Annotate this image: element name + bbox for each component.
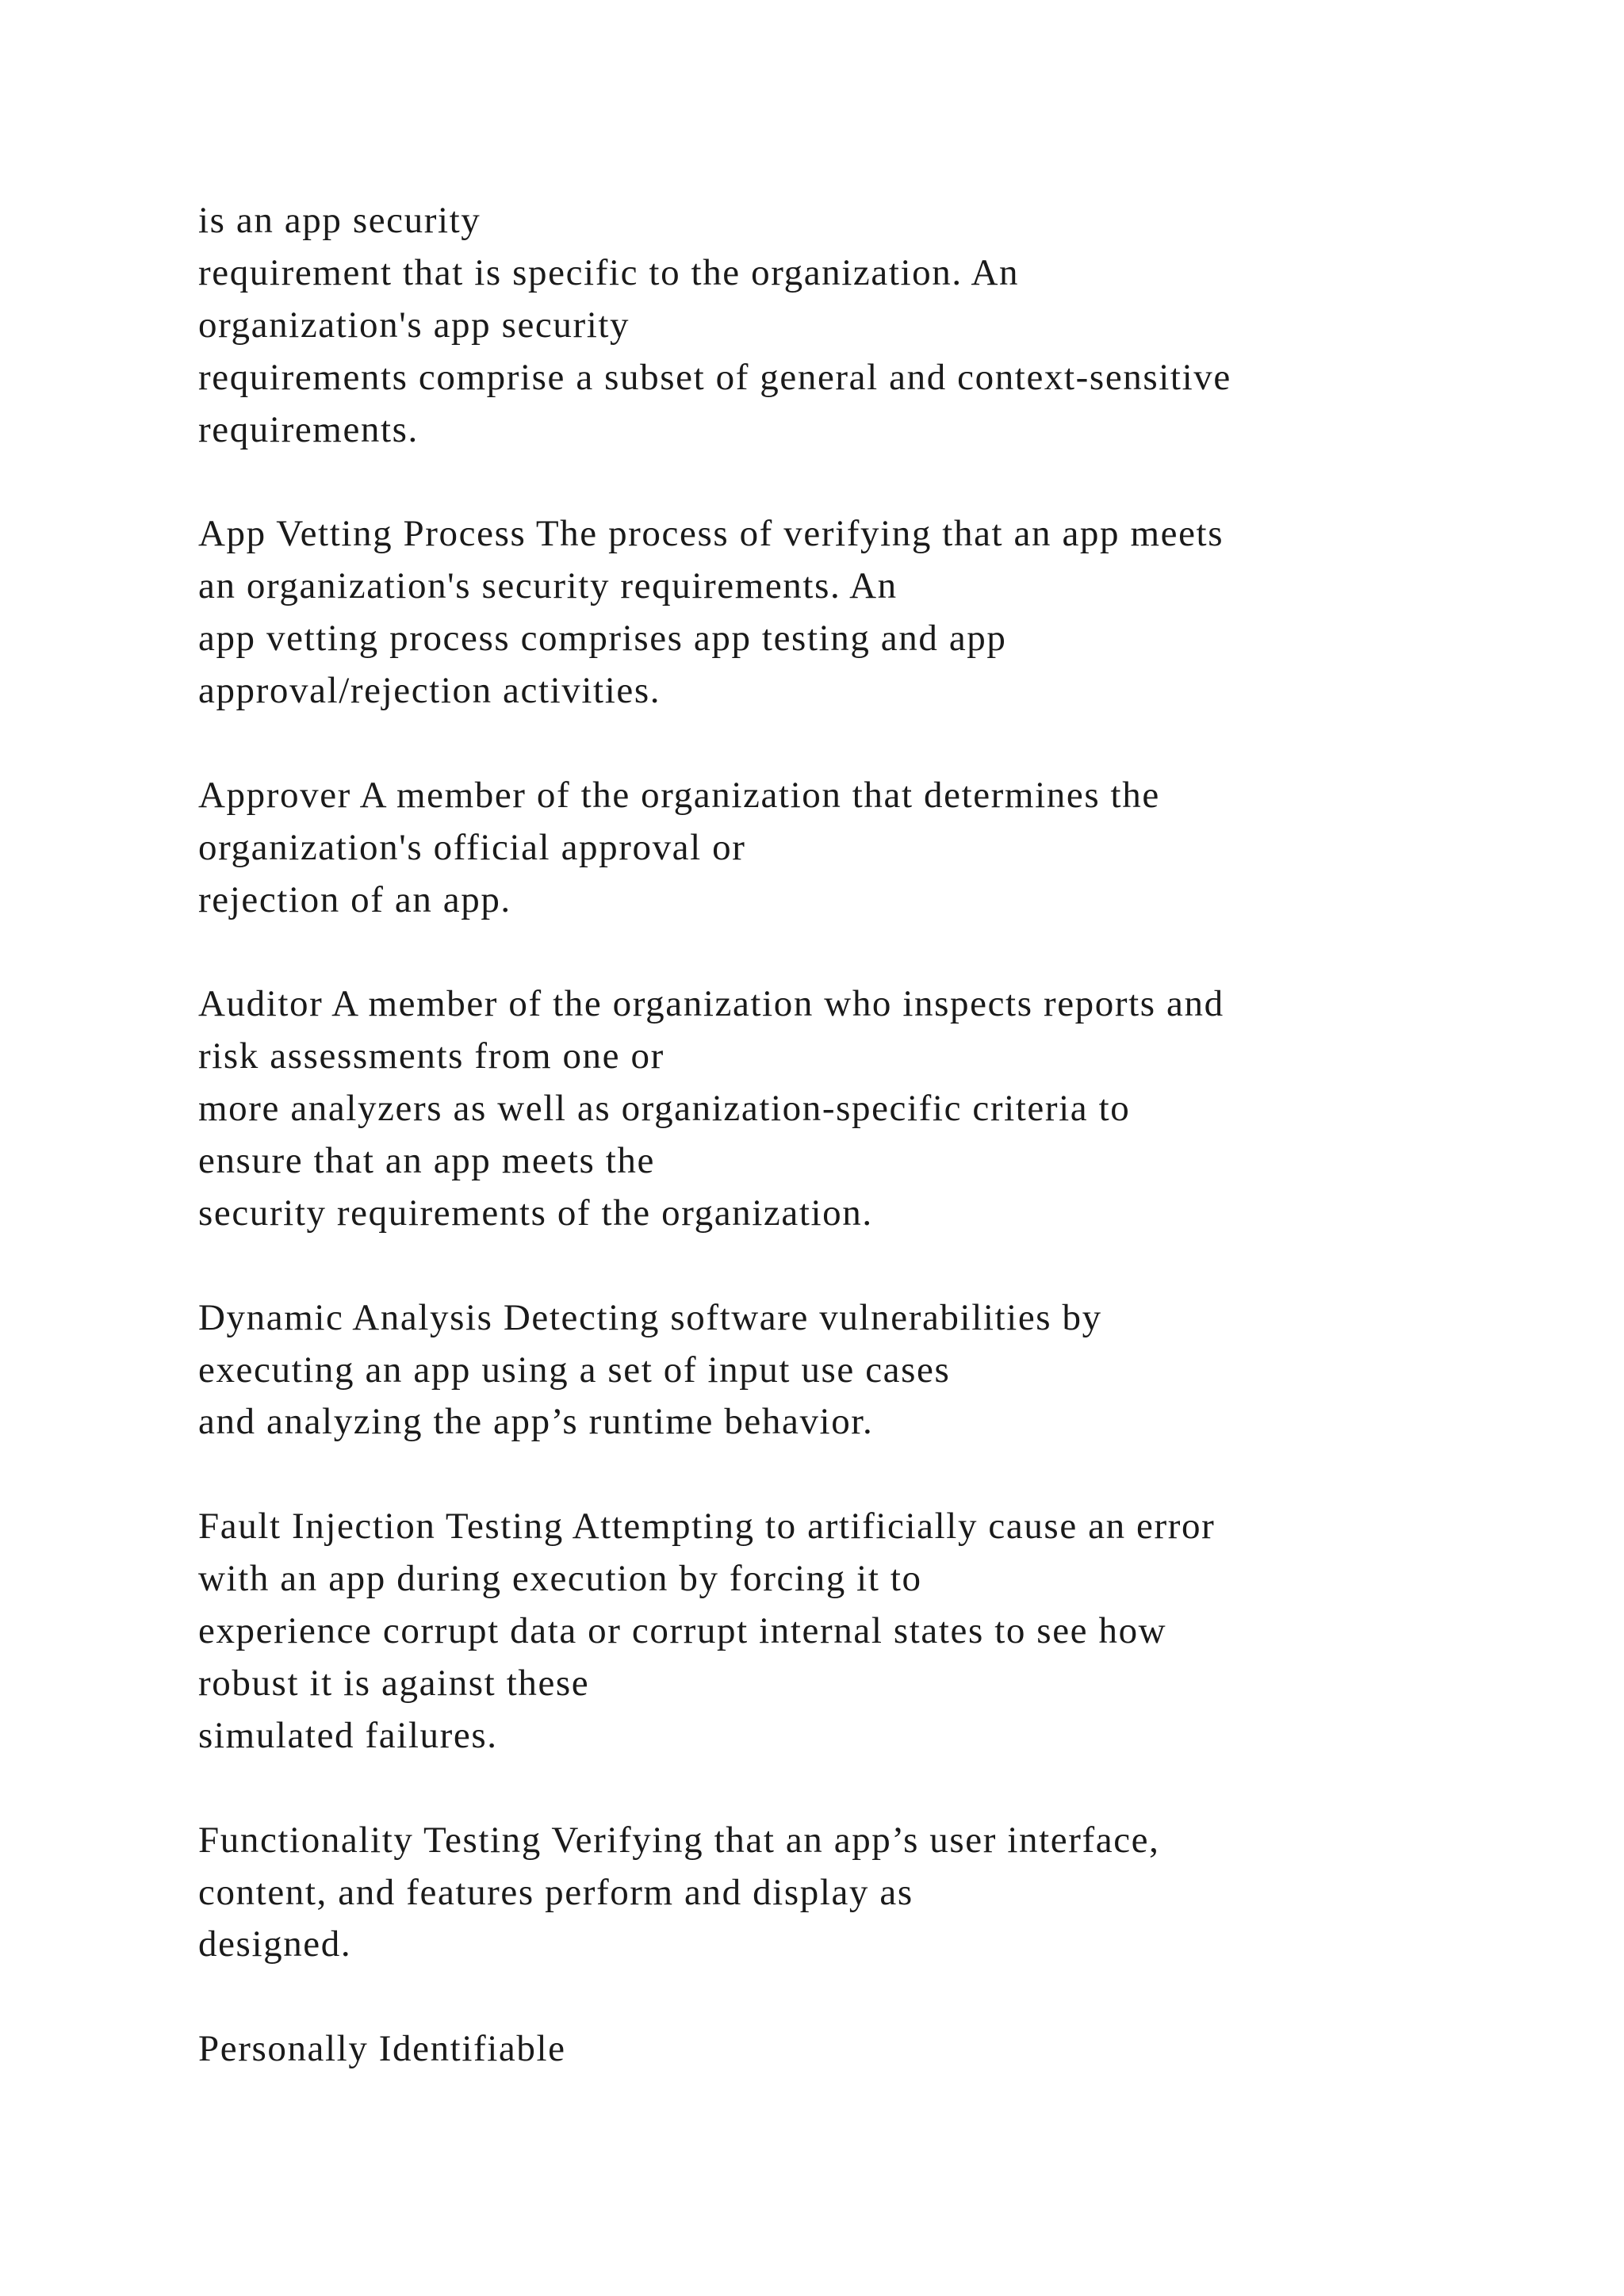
text-line: organization's app security bbox=[198, 304, 630, 346]
text-line: approval/rejection activities. bbox=[198, 670, 661, 712]
text-line: security requirements of the organization. bbox=[198, 1192, 873, 1234]
text-line: app vetting process comprises app testing and app bbox=[198, 618, 1007, 660]
glossary-entry-approver bbox=[198, 770, 1546, 927]
text-line: executing an app using a set of input use cases bbox=[198, 1349, 951, 1391]
text-line: Fault Injection Testing Attempting to artificially cause an error bbox=[198, 1506, 1216, 1548]
glossary-text bbox=[198, 195, 1546, 2076]
text-line: Dynamic Analysis Detecting software vulnerabilities by bbox=[198, 1296, 1102, 1338]
text-line: experience corrupt data or corrupt internal states to see how bbox=[198, 1610, 1167, 1652]
text-line: Approver A member of the organization that determines the bbox=[198, 774, 1160, 816]
text-line: risk assessments from one or bbox=[198, 1035, 665, 1077]
text-line: designed. bbox=[198, 1923, 352, 1965]
text-line: with an app during execution by forcing it to bbox=[198, 1558, 922, 1600]
glossary-entry-functionality-testing bbox=[198, 1815, 1546, 1972]
text-line: requirement that is specific to the organization. An bbox=[198, 251, 1020, 293]
glossary-entry-fault-injection-testing bbox=[198, 1501, 1546, 1762]
glossary-entry-personally-identifiable bbox=[198, 2023, 1546, 2076]
text-line: Functionality Testing Verifying that an app’s user interface, bbox=[198, 1819, 1160, 1861]
text-line: robust it is against these bbox=[198, 1662, 590, 1704]
text-line: Personally Identifiable bbox=[198, 2028, 566, 2070]
glossary-entry-dynamic-analysis bbox=[198, 1292, 1546, 1449]
text-line: organization's official approval or bbox=[198, 826, 746, 868]
text-line: and analyzing the app’s runtime behavior. bbox=[198, 1401, 874, 1443]
text-line: App Vetting Process The process of verifying that an app meets bbox=[198, 513, 1224, 555]
text-line: rejection of an app. bbox=[198, 878, 511, 920]
glossary-entry-auditor bbox=[198, 978, 1546, 1239]
text-line: more analyzers as well as organization-specific criteria to bbox=[198, 1088, 1131, 1130]
text-line: requirements. bbox=[198, 408, 419, 450]
text-line: content, and features perform and display as bbox=[198, 1871, 914, 1913]
glossary-entry-security-requirement bbox=[198, 195, 1546, 456]
text-line: an organization's security requirements. An bbox=[198, 565, 898, 607]
text-line: is an app security bbox=[198, 200, 481, 241]
text-line: simulated failures. bbox=[198, 1714, 498, 1756]
text-line: ensure that an app meets the bbox=[198, 1140, 655, 1182]
text-line: requirements comprise a subset of general and context-sensitive bbox=[198, 356, 1231, 398]
glossary-entry-app-vetting-process bbox=[198, 508, 1546, 718]
text-line: Auditor A member of the organization who inspects reports and bbox=[198, 983, 1224, 1025]
